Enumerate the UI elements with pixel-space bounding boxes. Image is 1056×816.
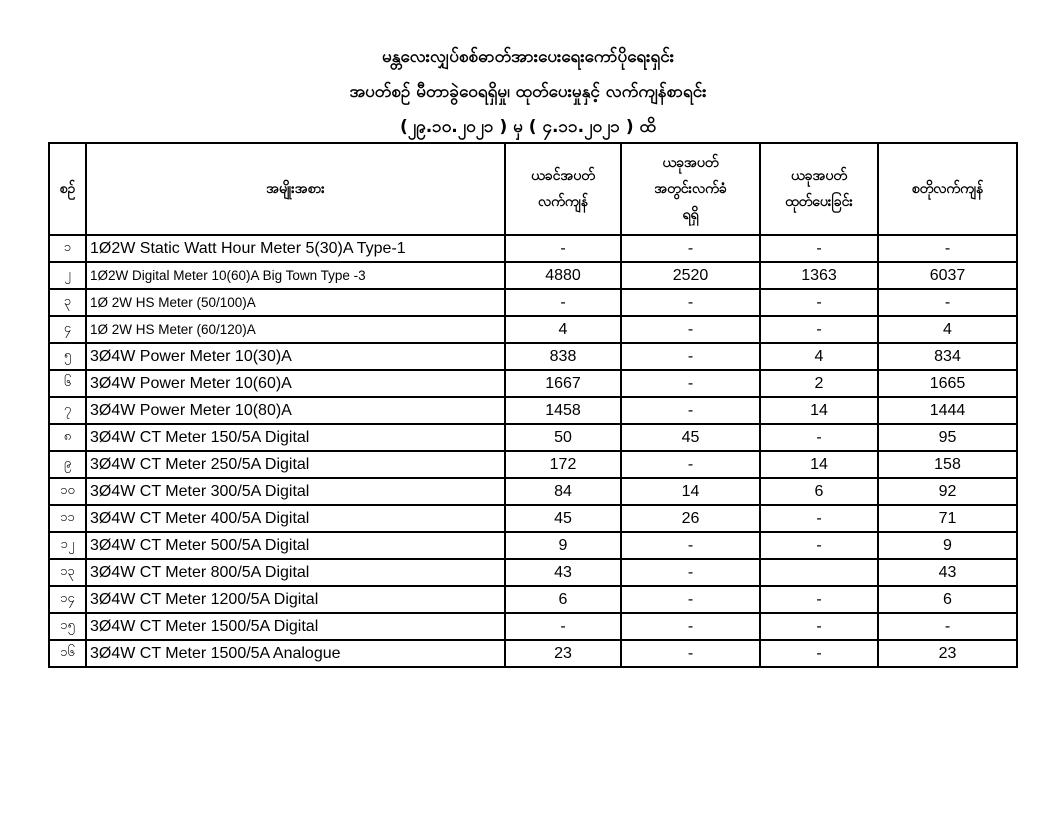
cell-issued: 14 bbox=[760, 397, 878, 424]
cell-number: ၄ bbox=[49, 316, 86, 343]
cell-store-balance: 6037 bbox=[878, 262, 1017, 289]
cell-issued: - bbox=[760, 586, 878, 613]
cell-issued: 6 bbox=[760, 478, 878, 505]
cell-issued: - bbox=[760, 235, 878, 262]
cell-number: ၁ bbox=[49, 235, 86, 262]
cell-received: - bbox=[621, 451, 760, 478]
cell-meter-type: 3Ø4W CT Meter 800/5A Digital bbox=[86, 559, 505, 586]
title-organization: မန္တလေးလျှပ်စစ်ဓာတ်အားပေးရေးကော်ပိုရေးရှင်း bbox=[381, 47, 675, 67]
cell-number: ၂ bbox=[49, 262, 86, 289]
cell-prev-balance: - bbox=[505, 613, 621, 640]
cell-received: - bbox=[621, 370, 760, 397]
cell-received: 2520 bbox=[621, 262, 760, 289]
cell-prev-balance: 4 bbox=[505, 316, 621, 343]
cell-meter-type: 1Ø2W Static Watt Hour Meter 5(30)A Type-1 bbox=[86, 235, 505, 262]
cell-meter-type: 1Ø2W Digital Meter 10(60)A Big Town Type -3 bbox=[86, 262, 505, 289]
cell-received: - bbox=[621, 640, 760, 667]
cell-number: ၆ bbox=[49, 370, 86, 397]
cell-issued: - bbox=[760, 505, 878, 532]
cell-number: ၁၅ bbox=[49, 613, 86, 640]
header-total-balance: စတိုလက်ကျန် bbox=[878, 143, 1017, 235]
cell-prev-balance: 50 bbox=[505, 424, 621, 451]
cell-number: ၁၀ bbox=[49, 478, 86, 505]
cell-issued: - bbox=[760, 532, 878, 559]
table-row bbox=[49, 640, 1017, 667]
cell-number: ၁၃ bbox=[49, 559, 86, 586]
cell-received: 45 bbox=[621, 424, 760, 451]
cell-received: - bbox=[621, 586, 760, 613]
cell-number: ၅ bbox=[49, 343, 86, 370]
header-issued bbox=[760, 143, 878, 235]
table-row bbox=[49, 613, 1017, 640]
cell-store-balance: - bbox=[878, 235, 1017, 262]
cell-store-balance: 1444 bbox=[878, 397, 1017, 424]
cell-store-balance: 4 bbox=[878, 316, 1017, 343]
cell-meter-type: 3Ø4W Power Meter 10(60)A bbox=[86, 370, 505, 397]
table-row bbox=[49, 316, 1017, 343]
cell-issued bbox=[760, 559, 878, 586]
cell-meter-type: 3Ø4W Power Meter 10(80)A bbox=[86, 397, 505, 424]
header-no: စဉ် bbox=[49, 143, 86, 235]
cell-store-balance: 71 bbox=[878, 505, 1017, 532]
cell-issued: 4 bbox=[760, 343, 878, 370]
header-received bbox=[621, 143, 760, 235]
title-date-range: (၂၉.၁၀.၂၀၂၁ ) မှ ( ၄.၁၁.၂၀၂၁ ) ထိ bbox=[400, 117, 656, 137]
cell-issued: 1363 bbox=[760, 262, 878, 289]
cell-received: - bbox=[621, 559, 760, 586]
cell-prev-balance: - bbox=[505, 235, 621, 262]
cell-prev-balance: 1667 bbox=[505, 370, 621, 397]
cell-issued: - bbox=[760, 424, 878, 451]
cell-issued: 14 bbox=[760, 451, 878, 478]
header-issued-line: ယခုအပတ် bbox=[791, 168, 847, 184]
cell-received: - bbox=[621, 235, 760, 262]
cell-received: - bbox=[621, 316, 760, 343]
table-row bbox=[49, 343, 1017, 370]
cell-store-balance: 1665 bbox=[878, 370, 1017, 397]
header-type: အမျိုးအစား bbox=[86, 143, 505, 235]
table-row bbox=[49, 451, 1017, 478]
cell-store-balance: 23 bbox=[878, 640, 1017, 667]
cell-meter-type: 3Ø4W CT Meter 400/5A Digital bbox=[86, 505, 505, 532]
cell-store-balance: 9 bbox=[878, 532, 1017, 559]
cell-received: 26 bbox=[621, 505, 760, 532]
header-prev-balance-line: လက်ကျန် bbox=[538, 194, 588, 210]
cell-meter-type: 3Ø4W Power Meter 10(30)A bbox=[86, 343, 505, 370]
table-row bbox=[49, 478, 1017, 505]
table-header-row bbox=[49, 143, 1017, 235]
cell-prev-balance: 172 bbox=[505, 451, 621, 478]
cell-store-balance: 158 bbox=[878, 451, 1017, 478]
header-issued-line: ထုတ်ပေးခြင်း bbox=[785, 194, 853, 210]
cell-meter-type: 3Ø4W CT Meter 1500/5A Analogue bbox=[86, 640, 505, 667]
cell-number: ၁၄ bbox=[49, 586, 86, 613]
table-row bbox=[49, 289, 1017, 316]
table-row bbox=[49, 370, 1017, 397]
cell-meter-type: 3Ø4W CT Meter 300/5A Digital bbox=[86, 478, 505, 505]
cell-received: - bbox=[621, 289, 760, 316]
header-prev-balance-line: ယခင်အပတ် bbox=[531, 168, 595, 184]
cell-issued: - bbox=[760, 289, 878, 316]
cell-prev-balance: 23 bbox=[505, 640, 621, 667]
cell-issued: - bbox=[760, 640, 878, 667]
cell-issued: - bbox=[760, 316, 878, 343]
cell-issued: - bbox=[760, 613, 878, 640]
cell-prev-balance: 4880 bbox=[505, 262, 621, 289]
cell-store-balance: 92 bbox=[878, 478, 1017, 505]
cell-meter-type: 3Ø4W CT Meter 1200/5A Digital bbox=[86, 586, 505, 613]
table-row bbox=[49, 262, 1017, 289]
cell-received: - bbox=[621, 343, 760, 370]
header-received-line: ရရှိ bbox=[682, 207, 699, 223]
header-received-line: အတွင်းလက်ခံ bbox=[654, 181, 727, 197]
title-report-name: အပတ်စဉ် မီတာခွဲဝေရရှိမှု၊ ထုတ်ပေးမှုနှင့် လက်ကျန်စာရင်း bbox=[349, 82, 707, 102]
cell-store-balance: 43 bbox=[878, 559, 1017, 586]
cell-prev-balance: - bbox=[505, 289, 621, 316]
cell-store-balance: - bbox=[878, 289, 1017, 316]
cell-received: 14 bbox=[621, 478, 760, 505]
cell-prev-balance: 43 bbox=[505, 559, 621, 586]
table-row bbox=[49, 586, 1017, 613]
cell-number: ၁၆ bbox=[49, 640, 86, 667]
cell-meter-type: 1Ø 2W HS Meter (50/100)A bbox=[86, 289, 505, 316]
cell-number: ၈ bbox=[49, 424, 86, 451]
cell-prev-balance: 1458 bbox=[505, 397, 621, 424]
cell-prev-balance: 45 bbox=[505, 505, 621, 532]
cell-received: - bbox=[621, 613, 760, 640]
cell-store-balance: 6 bbox=[878, 586, 1017, 613]
cell-received: - bbox=[621, 532, 760, 559]
cell-meter-type: 3Ø4W CT Meter 500/5A Digital bbox=[86, 532, 505, 559]
cell-number: ၉ bbox=[49, 451, 86, 478]
header-received-line: ယခုအပတ် bbox=[662, 155, 719, 171]
cell-meter-type: 3Ø4W CT Meter 1500/5A Digital bbox=[86, 613, 505, 640]
cell-number: ၁၁ bbox=[49, 505, 86, 532]
table-row bbox=[49, 397, 1017, 424]
cell-number: ၇ bbox=[49, 397, 86, 424]
cell-prev-balance: 838 bbox=[505, 343, 621, 370]
table-row bbox=[49, 424, 1017, 451]
cell-meter-type: 1Ø 2W HS Meter (60/120)A bbox=[86, 316, 505, 343]
cell-store-balance: - bbox=[878, 613, 1017, 640]
cell-meter-type: 3Ø4W CT Meter 150/5A Digital bbox=[86, 424, 505, 451]
cell-issued: 2 bbox=[760, 370, 878, 397]
table-row bbox=[49, 532, 1017, 559]
cell-received: - bbox=[621, 397, 760, 424]
cell-prev-balance: 84 bbox=[505, 478, 621, 505]
cell-store-balance: 834 bbox=[878, 343, 1017, 370]
table-row bbox=[49, 235, 1017, 262]
cell-prev-balance: 9 bbox=[505, 532, 621, 559]
cell-number: ၃ bbox=[49, 289, 86, 316]
header-prev-balance bbox=[505, 143, 621, 235]
table-row bbox=[49, 505, 1017, 532]
table-row bbox=[49, 559, 1017, 586]
cell-number: ၁၂ bbox=[49, 532, 86, 559]
cell-meter-type: 3Ø4W CT Meter 250/5A Digital bbox=[86, 451, 505, 478]
cell-prev-balance: 6 bbox=[505, 586, 621, 613]
meter-inventory-table bbox=[48, 142, 1018, 668]
cell-store-balance: 95 bbox=[878, 424, 1017, 451]
report-title bbox=[0, 40, 1056, 145]
